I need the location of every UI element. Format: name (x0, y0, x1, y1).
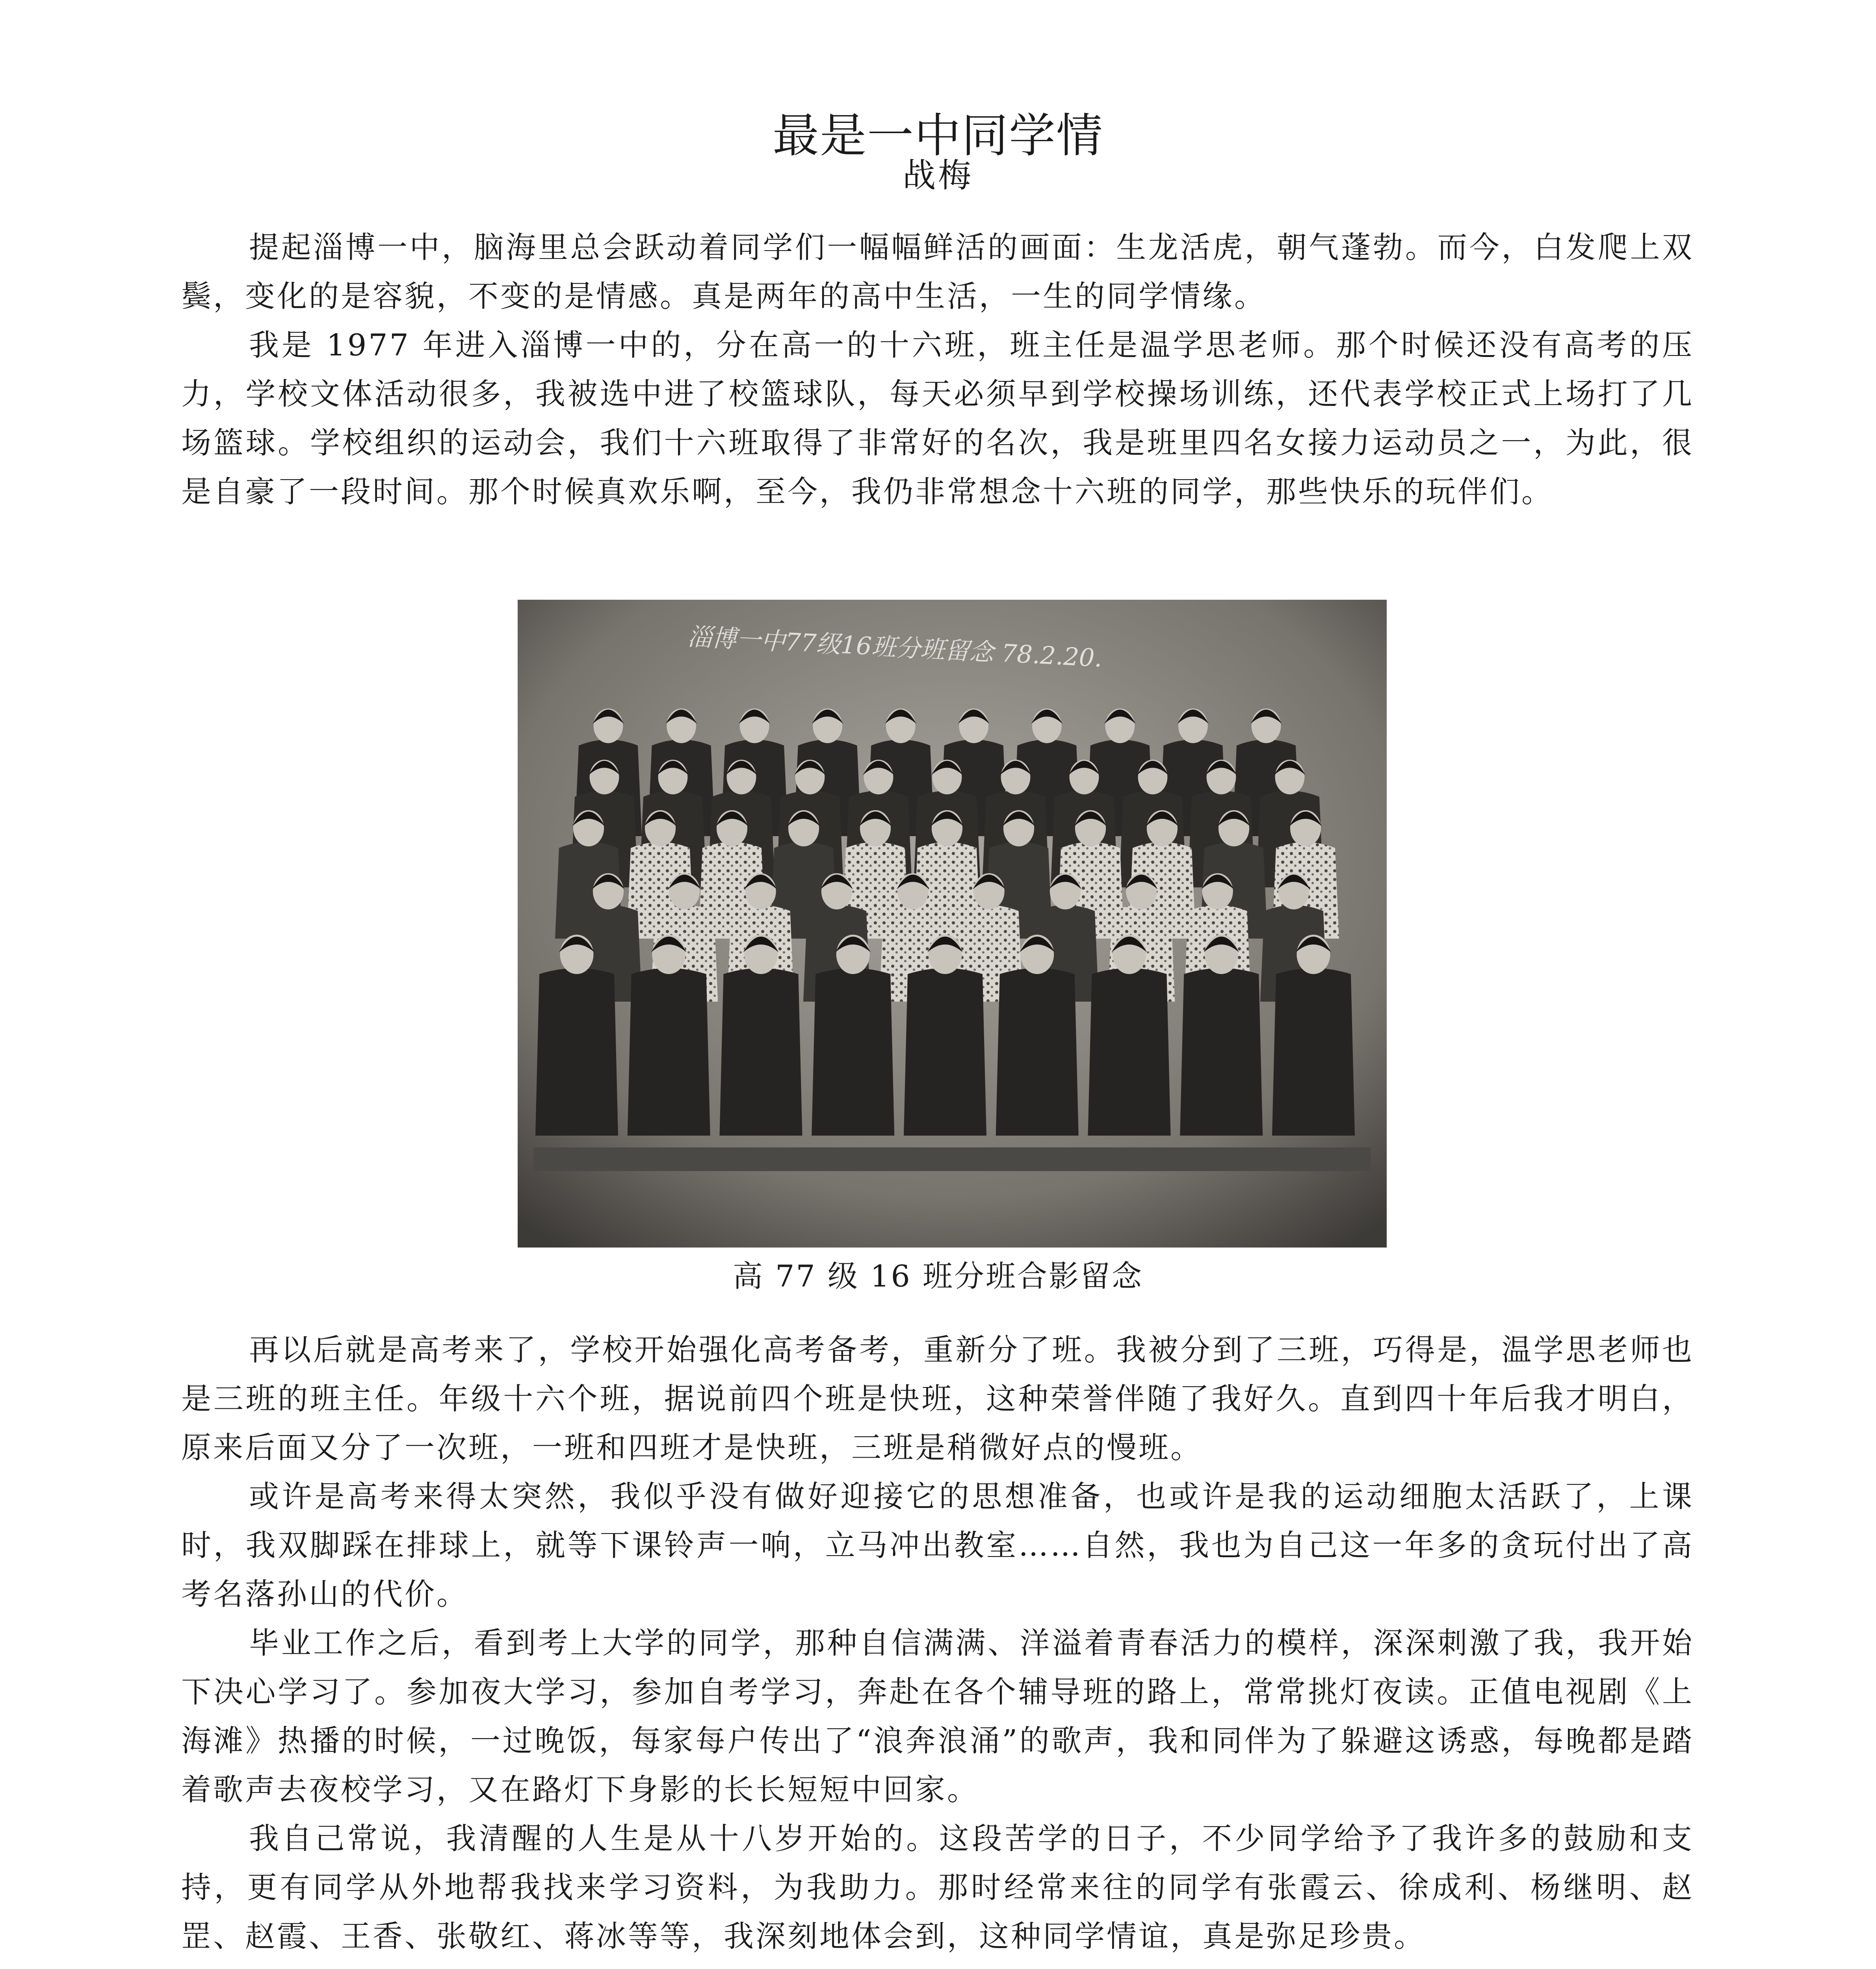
photo-caption: 高 77 级 16 班分班合影留念 (732, 1259, 1144, 1294)
photo-figure-body (904, 968, 986, 1136)
photo-figure-body (720, 968, 802, 1136)
paragraph-6: 我自己常说，我清醒的人生是从十八岁开始的。这段苦学的日子，不少同学给予了我许多的鼓励和支持，更有同学从外地帮我找来学习资料，为我助力。那时经常来往的同学有张霞云、徐成利、杨继明、赵罡、赵霞、王香、张敬红、蒋冰等等，我深刻地体会到，这种同学情谊，真是弥足珍贵。 (181, 1821, 1694, 1954)
photo-figure-body (628, 968, 710, 1136)
photo-figure-body (1272, 968, 1355, 1136)
photo-figure-body (1180, 968, 1263, 1136)
photo-inscription: 淄博一中77级16班分班留念 78.2.20. (687, 622, 1103, 673)
paragraph-4: 或许是高考来得太突然，我似乎没有做好迎接它的思想准备，也或许是我的运动细胞太活跃了，上课时，我双脚踩在排球上，就等下课铃声一响，立马冲出教室……自然，我也为自己这一年多的贪玩付出了高考名落孙山的代价。 (181, 1479, 1694, 1612)
paragraph-2: 我是 1977 年进入淄博一中的，分在高一的十六班，班主任是温学思老师。那个时候还没有高考的压力，学校文体活动很多，我被选中进了校篮球队，每天必须早到学校操场训练，还代表学校正式上场打了几场篮球。学校组织的运动会，我们十六班取得了非常好的名次，我是班里四名女接力运动员之一，为此，很是自豪了一段时间。那个时候真欢乐啊，至今，我仍非常想念十六班的同学，那些快乐的玩伴们。 (181, 327, 1694, 509)
article-author: 战梅 (902, 156, 973, 195)
paragraph-1: 提起淄博一中，脑海里总会跃动着同学们一幅幅鲜活的画面：生龙活虎，朝气蓬勃。而今，白发爬上双鬓，变化的是容貌，不变的是情感。真是两年的高中生活，一生的同学情缘。 (181, 230, 1694, 314)
class-group-photo (518, 600, 1387, 1248)
paragraph-5: 毕业工作之后，看到考上大学的同学，那种自信满满、洋溢着青春活力的模样，深深刺激了我，我开始下决心学习了。参加夜大学习，参加自考学习，奔赴在各个辅导班的路上，常常挑灯夜读。正值电视剧《上海滩》热播的时候，一过晚饭，每家每户传出了“浪奔浪涌”的歌声，我和同伴为了躲避这诱惑，每晚都是踏着歌声去夜校学习，又在路灯下身影的长长短短中回家。 (181, 1625, 1694, 1807)
photo-figure-body (1088, 968, 1171, 1136)
article-title: 最是一中同学情 (772, 108, 1103, 163)
photo-figure-body (812, 968, 894, 1136)
paragraph-3: 再以后就是高考来了，学校开始强化高考备考，重新分了班。我被分到了三班，巧得是，温学思老师也是三班的班主任。年级十六个班，据说前四个班是快班，这种荣誉伴随了我好久。直到四十年后我才明白，原来后面又分了一次班，一班和四班才是快班，三班是稍微好点的慢班。 (181, 1332, 1694, 1465)
photo-figure-body (996, 968, 1079, 1136)
photo-figure-body (535, 968, 618, 1136)
